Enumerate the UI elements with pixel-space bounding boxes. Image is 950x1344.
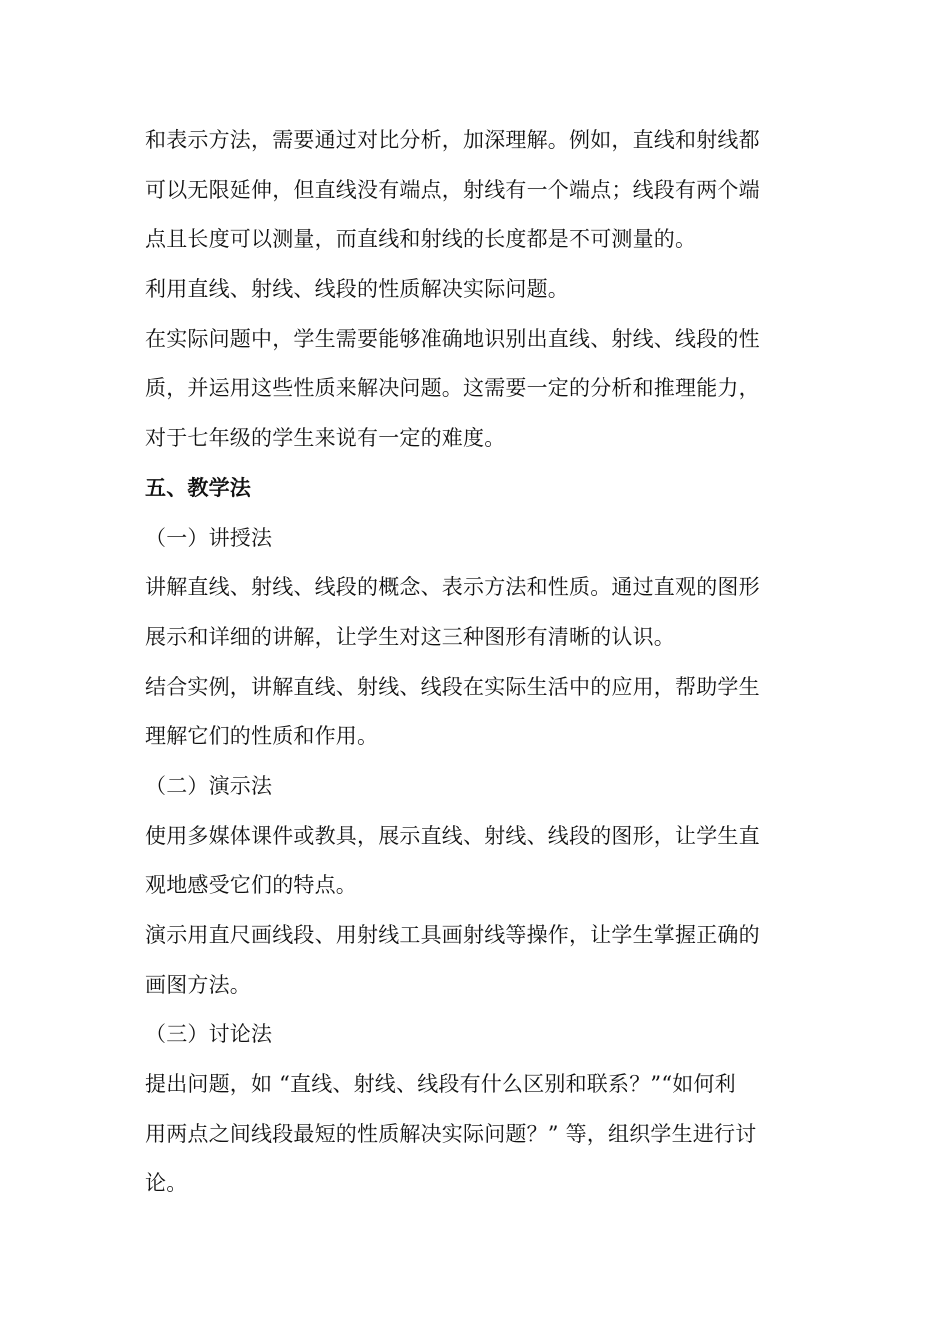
paragraph-line: 利用直线、射线、线段的性质解决实际问题。: [145, 277, 569, 302]
paragraph-line: 可以无限延伸，但直线没有端点，射线有一个端点；线段有两个端: [145, 177, 760, 202]
paragraph-line: 使用多媒体课件或教具，展示直线、射线、线段的图形，让学生直: [145, 823, 760, 848]
document-body: [145, 116, 810, 1209]
paragraph-line: 质，并运用这些性质来解决问题。这需要一定的分析和推理能力，: [145, 376, 760, 401]
paragraph-line: 理解它们的性质和作用。: [145, 724, 379, 749]
paragraph-line: 对于七年级的学生来说有一定的难度。: [145, 426, 506, 451]
paragraph-line: 画图方法。: [145, 972, 251, 997]
paragraph-line: 论。: [145, 1171, 188, 1196]
subsection-heading: （二）演示法: [145, 773, 273, 798]
paragraph-line: 和表示方法，需要通过对比分析，加深理解。例如，直线和射线都: [145, 128, 760, 152]
section-heading: 五、教学法: [145, 475, 251, 500]
paragraph-line: 点且长度可以测量，而直线和射线的长度都是不可测量的。: [145, 227, 697, 252]
paragraph-line: 演示用直尺画线段、用射线工具画射线等操作，让学生掌握正确的: [145, 923, 760, 947]
paragraph-line: 结合实例，讲解直线、射线、线段在实际生活中的应用，帮助学生: [145, 674, 760, 699]
paragraph-line: 讲解直线、射线、线段的概念、表示方法和性质。通过直观的图形: [145, 575, 760, 600]
paragraph-line: 观地感受它们的特点。: [145, 873, 357, 898]
subsection-heading: （一）讲授法: [145, 525, 273, 550]
paragraph-line: 在实际问题中，学生需要能够准确地识别出直线、射线、线段的性: [145, 326, 760, 351]
paragraph-line: 展示和详细的讲解，让学生对这三种图形有清晰的认识。: [145, 624, 675, 649]
paragraph-line: 提出问题，如 “直线、射线、线段有什么区别和联系？”“如何利: [145, 1072, 736, 1097]
subsection-heading: （三）讨论法: [145, 1022, 273, 1047]
paragraph-line: 用两点之间线段最短的性质解决实际问题？” 等，组织学生进行讨: [145, 1121, 757, 1146]
